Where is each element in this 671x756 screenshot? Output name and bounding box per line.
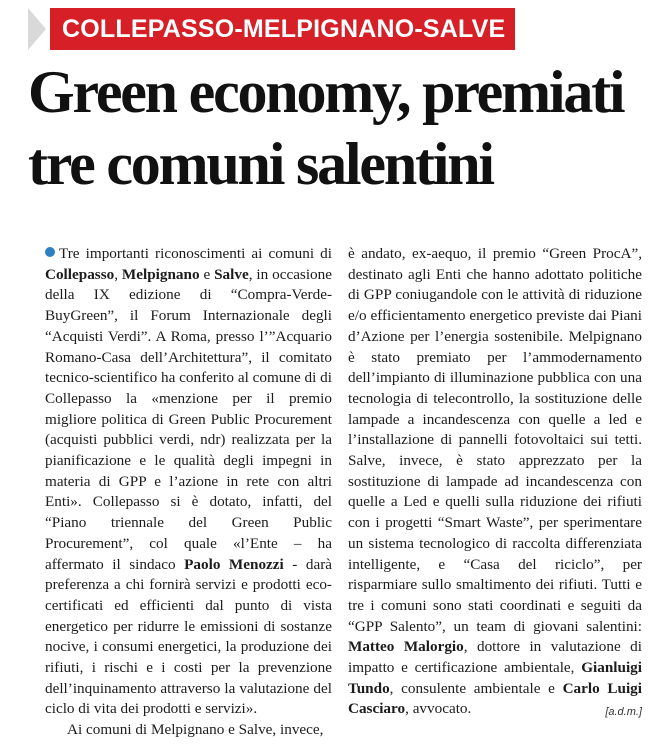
paragraph-2: Ai comuni di Melpignano e Salve, invece, xyxy=(67,721,324,739)
town-name: Salve xyxy=(214,265,249,283)
text-run: - darà preferenza a chi fornirà servizi e prodotti eco-certificati ed efficienti dal punto di vista energetico per ridurre le emissioni di sostanze nocive, i consumi energetici, la produzione dei rifiuti, i rischi e i costi per la prevenzione dell’inquinamento attraverso la valutazione del ciclo di vita dei prodotti e servizi». xyxy=(45,555,332,718)
text-run: , avvocato. xyxy=(405,700,472,718)
paragraph-1 xyxy=(45,244,332,720)
text-run: e xyxy=(199,265,215,283)
kicker-arrow-icon xyxy=(28,8,46,50)
article-column-right xyxy=(348,244,642,723)
kicker-label: COLLEPASSO-MELPIGNANO-SALVE xyxy=(50,8,515,50)
bullet-icon xyxy=(45,247,55,257)
kicker-banner xyxy=(28,8,515,50)
text-run: è andato, ex-aequo, il premio “Green ProcA”, destinato agli Enti che hanno adottato politiche di GPP coniugandole con le attività di riduzione e/o efficientamento energetico previste dai Piani d’Azione per l’energia sostenibile. Melpignano è stato premiato per l’ammodernamento dell’impianto di illuminazione pubblica con una tecnologia di telecontrollo, la sostituzione delle lampade a incandescenza con quelle a led e l’installazione di pannelli fotovoltaici sui tetti. Salve, invece, è stato apprezzato per la sostituzione di lampade ad incandescenza con quelle a Led e quelli sulla riduzione dei rifiuti con i progetti “Smart Waste”, per sperimentare un sistema tecnologico di raccolta differenziata intelligente, e “Casa del riciclo”, per risparmiare sullo smaltimento dei rifiuti. Tutti e tre i comuni sono stati coordinati e seguiti da “GPP Salento”, un team di giovani salentini: xyxy=(348,245,642,635)
text-run: Tre importanti riconoscimenti ai comuni di xyxy=(59,245,332,262)
headline-line-1: Green economy, premiati xyxy=(28,59,624,125)
town-name: Collepasso xyxy=(45,265,115,283)
paragraph-3 xyxy=(348,244,642,720)
person-name: Gianluigi Tundo xyxy=(348,659,642,697)
town-name: Melpignano xyxy=(121,265,200,283)
text-run: , dottore in valutazione di impatto e certificazione ambientale, xyxy=(348,638,642,677)
text-run: , xyxy=(114,265,122,283)
article-column-left xyxy=(45,244,332,741)
person-name: Matteo Malorgio xyxy=(348,638,464,656)
author-signature: [a.d.m.] xyxy=(605,706,642,719)
person-name: Carlo Luigi Casciaro xyxy=(348,679,643,718)
headline xyxy=(28,56,658,200)
mayor-name: Paolo Menozzi xyxy=(184,555,284,573)
headline-line-2: tre comuni salentini xyxy=(28,131,493,197)
text-run: , in occasione della IX edizione di “Compra-Verde-BuyGreen”, il Forum Internazionale degli “Acquisti Verdi”. A Roma, presso l’”Acquario Romano-Casa dell’Architettura”, il comitato tecnico-scientifico ha conferito al comune di di Collepasso la «menzione per il premio migliore politica di Green Public Procurement (acquisti pubblici verdi, ndr) realizzata per la pianificazione e le qualità degli impegni in materia di GPP e l’azione in rete con altri Enti». Collepasso si è dotato, infatti, del “Piano triennale del Green Public Procurement”, col quale «l’Ente – ha affermato il sindaco xyxy=(45,265,332,573)
text-run: , consulente ambientale e xyxy=(389,679,563,697)
